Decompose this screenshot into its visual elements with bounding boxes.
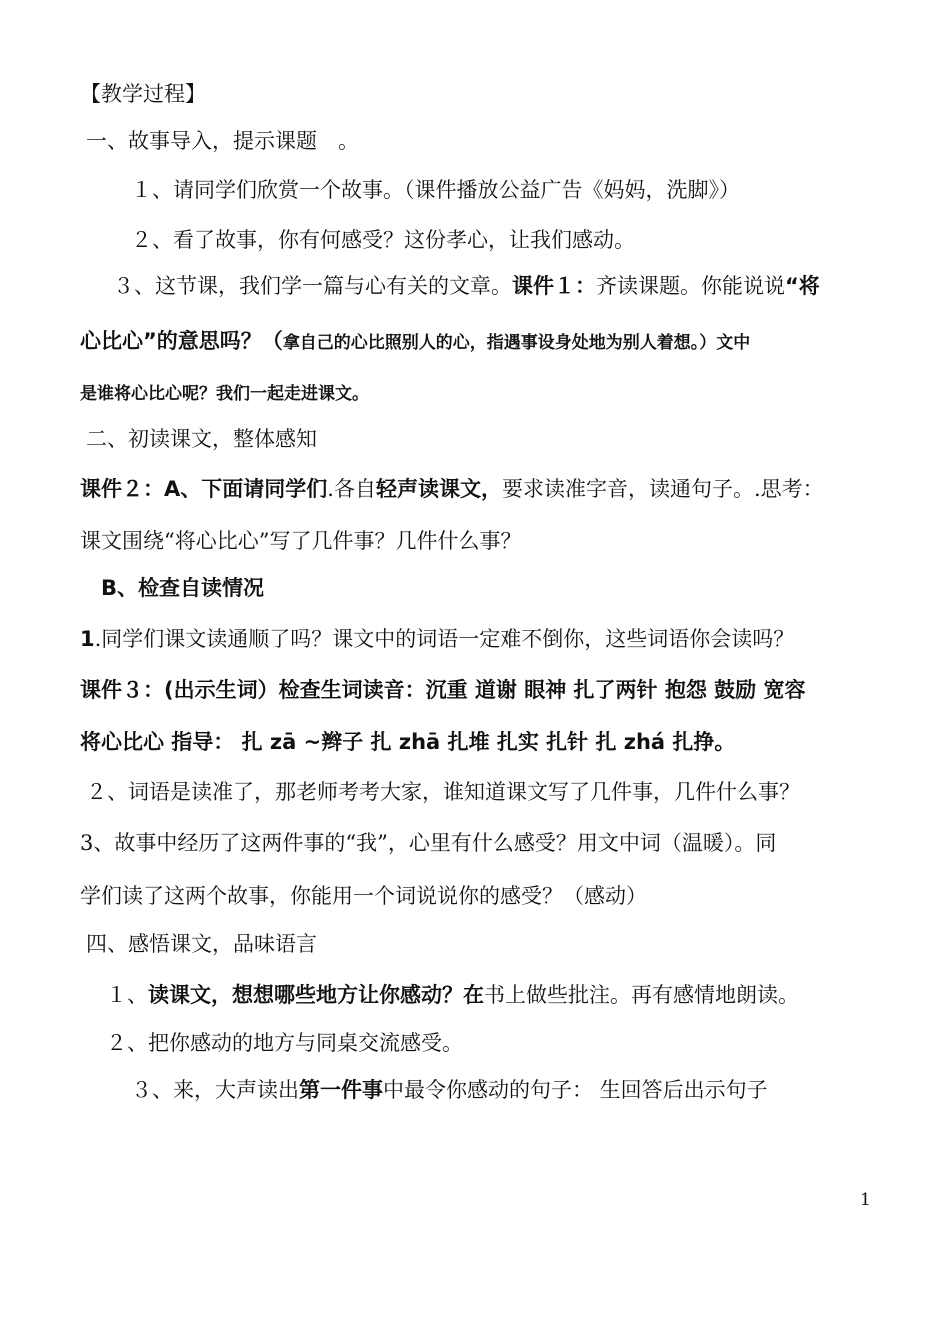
courseware-2-question: 课文围绕“将心比心”写了几件事？几件什么事？ [80, 529, 522, 553]
item-1-3: ３、这节课，我们学一篇与心有关的文章。课件１：齐读课题。你能说说“将 [113, 274, 820, 298]
question-2: ２、词语是读准了，那老师考考大家，谁知道课文写了几件事，几件什么事？ [86, 780, 800, 804]
item-4-3: ３、来，大声读出第一件事中最令你感动的句子： 生回答后出示句子 [131, 1078, 768, 1102]
question-1: 1.同学们课文读通顺了吗？课文中的词语一定难不倒你，这些词语你会读吗？ [80, 627, 795, 651]
section-4-title: 四、感悟课文，品味语言 [86, 932, 317, 956]
courseware-3-vocab: 课件３：(出示生词）检查生词读音：沉重 道谢 眼神 扎了两针 抱怨 鼓励 宽容 [80, 678, 806, 702]
courseware-2: 课件２：A、下面请同学们.各自轻声读课文，要求读准字音，读通句子。.思考： [80, 477, 824, 501]
item-1-1: １、请同学们欣赏一个故事。（课件播放公益广告《妈妈，洗脚》） [131, 178, 740, 202]
item-4-1: １、读课文，想想哪些地方让你感动？在书上做些批注。再有感情地朗读。 [106, 983, 799, 1007]
section-2-title: 二、初读课文，整体感知 [86, 427, 317, 451]
item-1-3-cont-2: 是谁将心比心呢？我们一起走进课文。 [80, 384, 369, 404]
page-number: 1 [860, 1190, 871, 1210]
section-1-title: 一、故事导入，提示课题 。 [86, 129, 359, 153]
question-3: 3、故事中经历了这两件事的“我”，心里有什么感受？用文中词（温暖）。同 [80, 831, 777, 855]
item-4-2: ２、把你感动的地方与同桌交流感受。 [106, 1031, 463, 1055]
item-1-3-cont: 心比心”的意思吗？（拿自己的心比照别人的心，指遇事设身处地为别人着想。）文中 [80, 329, 751, 353]
pronunciation-guide: 将心比心 指导： 扎 zā ~辫子 扎 zhā 扎堆 扎实 扎针 扎 zhá 扎挣。 [80, 730, 736, 754]
section-b-title: B、检查自读情况 [101, 576, 265, 600]
question-3-cont: 学们读了这两个故事，你能用一个词说说你的感受？（感动） [80, 884, 647, 908]
heading-teaching-process: 【教学过程】 [80, 82, 206, 106]
item-1-2: ２、看了故事，你有何感受？这份孝心，让我们感动。 [131, 228, 635, 252]
